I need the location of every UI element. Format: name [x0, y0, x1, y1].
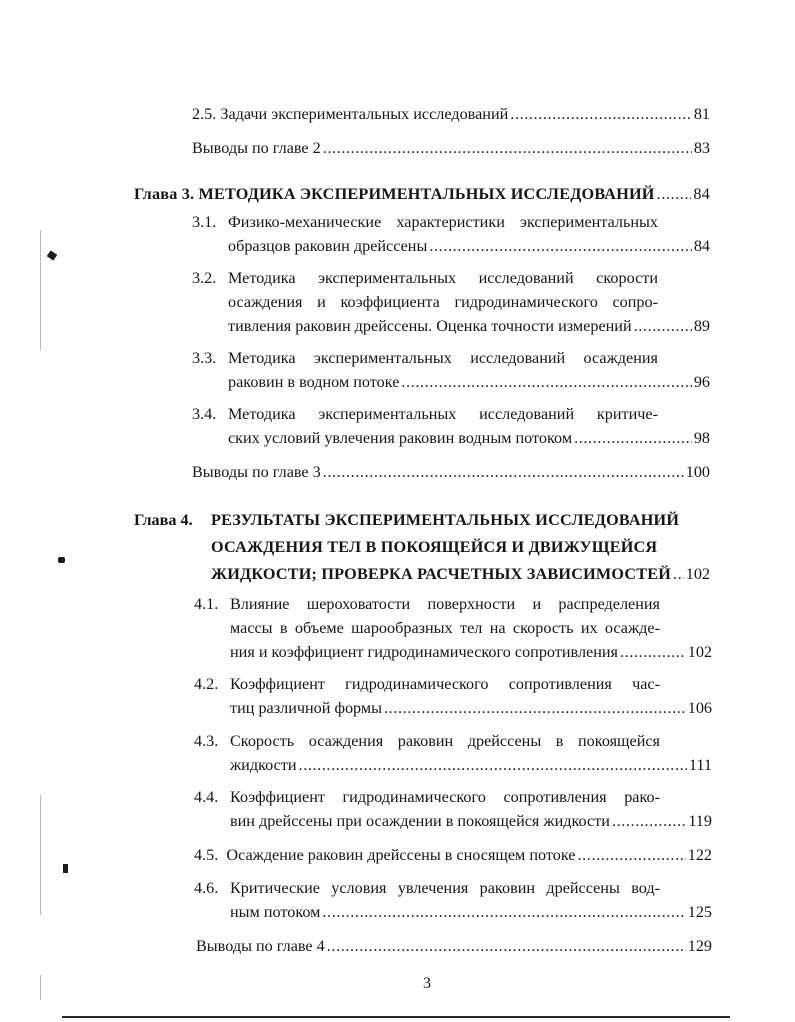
toc-entry-page: 89 — [693, 317, 710, 335]
toc-leader-dots — [673, 564, 684, 584]
toc-entry-number: 2.5. — [192, 105, 217, 123]
toc-chapter-title: ЖИДКОСТИ; ПРОВЕРКА РАСЧЕТНЫХ ЗАВИСИМОСТЕЙ — [211, 565, 672, 583]
toc-entry-title: тивления раковин дрейссены. Оценка точности измерений — [228, 317, 632, 335]
toc-leader-dots — [574, 428, 692, 448]
toc-entry-title: ния и коэффициент гидродинамического сопротивления — [230, 643, 619, 661]
scan-mark — [58, 557, 65, 563]
toc-entry-page: 96 — [693, 373, 710, 391]
toc-entry-3-3-line1: Методика экспериментальных исследований осаждения — [228, 349, 658, 367]
toc-entry-4-2-line2[interactable] — [230, 698, 712, 718]
toc-entry-3-2-line2: осаждения и коэффициента гидродинамического сопро- — [228, 293, 658, 311]
scan-mark — [47, 250, 58, 260]
toc-leader-dots — [578, 845, 686, 865]
toc-entry-page: 83 — [693, 139, 710, 157]
scan-mark — [63, 864, 68, 873]
toc-entry-title: Осаждение раковин дрейссены в сносящем потоке — [226, 846, 576, 864]
toc-entry-2-5[interactable] — [192, 104, 710, 124]
toc-entry-page: 100 — [685, 463, 710, 481]
toc-entry-3-2-line3[interactable] — [228, 316, 710, 336]
toc-entry-title: Выводы по главе 4 — [196, 937, 325, 955]
toc-entry-page: 98 — [693, 429, 710, 447]
toc-leader-dots — [299, 755, 687, 775]
toc-entry-number-3-4: 3.4. — [192, 405, 217, 423]
toc-entry-number-4-6: 4.6. — [194, 879, 219, 897]
toc-entry-title: Задачи экспериментальных исследований — [220, 105, 509, 123]
toc-chapter-4-line1: РЕЗУЛЬТАТЫ ЭКСПЕРИМЕНТАЛЬНЫХ ИССЛЕДОВАНИЙ — [211, 511, 680, 529]
toc-leader-dots — [620, 642, 686, 662]
toc-entry-3-3-line2[interactable] — [228, 372, 710, 392]
toc-entry-page: 84 — [693, 237, 710, 255]
toc-entry-page: 81 — [693, 105, 710, 123]
toc-entry-4-3-line2[interactable] — [230, 755, 712, 775]
toc-entry-number-4-3: 4.3. — [194, 732, 219, 750]
toc-entry-number-4-1: 4.1. — [194, 595, 219, 613]
toc-chapter-4-line2: ОСАЖДЕНИЯ ТЕЛ В ПОКОЯЩЕЙСЯ И ДВИЖУЩЕЙСЯ — [211, 538, 658, 556]
toc-entry-number-3-1: 3.1. — [192, 213, 217, 231]
toc-chapter-4-line3[interactable] — [211, 564, 710, 584]
toc-entry-4-4-line2[interactable] — [230, 811, 712, 831]
toc-chapter-4-label: Глава 4. — [134, 511, 193, 529]
toc-entry-title: образцов раковин дрейссены — [228, 237, 428, 255]
toc-entry-4-5[interactable] — [194, 845, 712, 865]
toc-entry-conclusions-3[interactable] — [192, 462, 710, 482]
toc-entry-number: 4.5. — [194, 846, 219, 864]
toc-leader-dots — [401, 372, 691, 392]
toc-entry-title: ным потоком — [230, 903, 321, 921]
toc-leader-dots — [429, 236, 691, 256]
toc-leader-dots — [323, 462, 684, 482]
toc-chapter-3[interactable] — [134, 184, 710, 204]
toc-entry-4-2-line1: Коэффициент гидродинамического сопротивления час- — [230, 675, 660, 693]
toc-entry-page: 84 — [693, 185, 710, 203]
toc-entry-number-4-2: 4.2. — [194, 675, 219, 693]
toc-leader-dots — [323, 138, 692, 158]
scan-edge-line — [40, 795, 41, 915]
toc-chapter-title: Глава 3. МЕТОДИКА ЭКСПЕРИМЕНТАЛЬНЫХ ИССЛЕДОВАНИЙ — [134, 185, 655, 203]
toc-entry-4-1-line1: Влияние шероховатости поверхности и распределения — [230, 595, 660, 613]
toc-entry-page: 111 — [688, 756, 712, 774]
scan-edge-line — [40, 230, 41, 350]
toc-entry-conclusions-4[interactable] — [196, 936, 712, 956]
scan-bottom-rule — [62, 1016, 730, 1018]
toc-entry-page: 129 — [687, 937, 712, 955]
toc-entry-title: вин дрейссены при осаждении в покоящейся жидкости — [230, 812, 610, 830]
toc-leader-dots — [657, 184, 692, 204]
toc-entry-4-1-line3[interactable] — [230, 642, 712, 662]
toc-entry-page: 125 — [687, 903, 712, 921]
toc-entry-title: раковин в водном потоке — [228, 373, 400, 391]
toc-entry-title: Выводы по главе 3 — [192, 463, 321, 481]
toc-entry-3-4-line2[interactable] — [228, 428, 710, 448]
toc-entry-title: тиц различной формы — [230, 699, 383, 717]
toc-entry-number-4-4: 4.4. — [194, 788, 219, 806]
toc-leader-dots — [634, 316, 692, 336]
toc-leader-dots — [384, 698, 686, 718]
toc-entry-page: 122 — [687, 846, 712, 864]
scan-edge-line — [40, 975, 41, 1000]
toc-entry-4-6-line2[interactable] — [230, 902, 712, 922]
toc-entry-page: 106 — [687, 699, 712, 717]
toc-entry-4-1-line2: массы в объеме шарообразных тел на скорость их осажде- — [230, 619, 660, 637]
toc-entry-page: 102 — [685, 565, 710, 583]
toc-entry-4-4-line1: Коэффициент гидродинамического сопротивления рако- — [230, 788, 660, 806]
toc-leader-dots — [612, 811, 686, 831]
toc-entry-title: Выводы по главе 2 — [192, 139, 321, 157]
toc-entry-title: ских условий увлечения раковин водным потоком — [228, 429, 573, 447]
toc-entry-page: 102 — [687, 643, 712, 661]
toc-leader-dots — [322, 902, 685, 922]
toc-entry-4-3-line1: Скорость осаждения раковин дрейссены в покоящейся — [230, 732, 660, 750]
toc-entry-page: 119 — [688, 812, 712, 830]
toc-entry-title: жидкости — [230, 756, 297, 774]
page-number: 3 — [423, 975, 431, 992]
toc-leader-dots — [327, 936, 686, 956]
toc-entry-4-6-line1: Критические условия увлечения раковин дрейссены вод- — [230, 879, 660, 897]
toc-leader-dots — [510, 104, 692, 124]
toc-entry-3-1-line1: Физико-механические характеристики экспериментальных — [228, 213, 658, 231]
toc-entry-3-4-line1: Методика экспериментальных исследований критиче- — [228, 405, 658, 423]
toc-entry-3-2-line1: Методика экспериментальных исследований скорости — [228, 269, 658, 287]
toc-entry-number-3-2: 3.2. — [192, 269, 217, 287]
toc-entry-conclusions-2[interactable] — [192, 138, 710, 158]
toc-entry-3-1-line2[interactable] — [228, 236, 710, 256]
toc-entry-number-3-3: 3.3. — [192, 349, 217, 367]
